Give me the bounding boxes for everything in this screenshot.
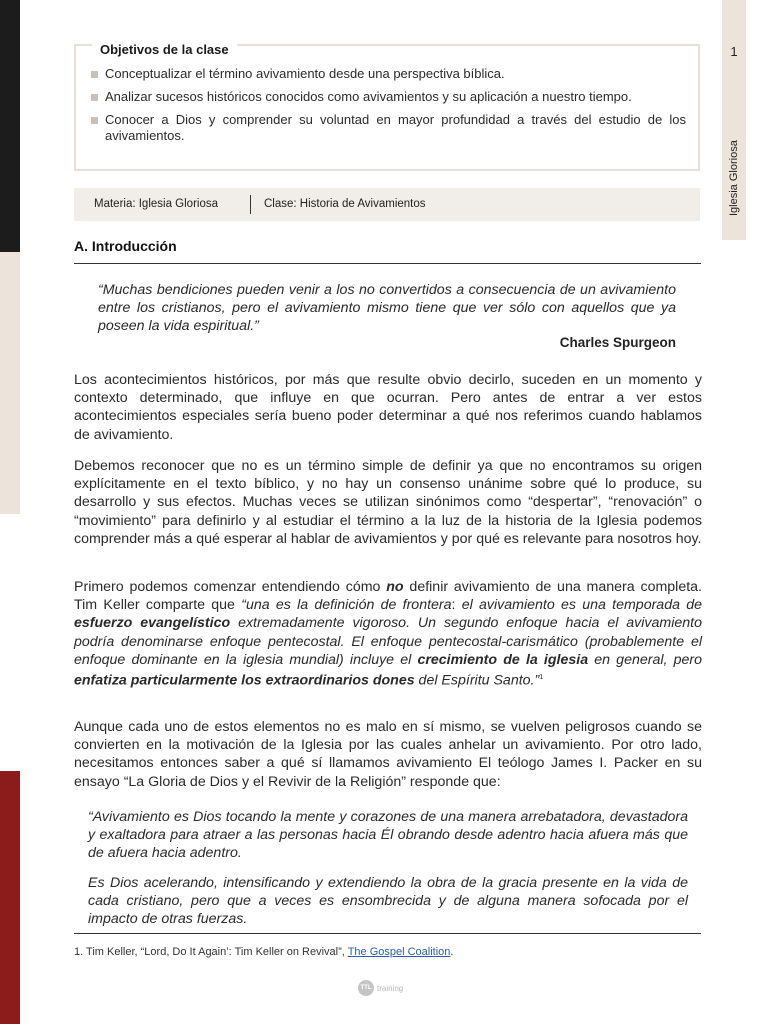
objective-item: Conocer a Dios y comprender su voluntad en mayor profundidad a través del estudio de los avivamientos. bbox=[90, 112, 686, 144]
footnote-ref: 1 bbox=[539, 674, 544, 682]
page-number: 1 bbox=[730, 44, 738, 59]
square-bullet-icon bbox=[91, 117, 98, 124]
paragraph-2: Debemos reconocer que no es un término simple de definir ya que no encontramos su origen explícitamente en el texto bíblico, y no hay un consenso unánime sobre qué lo produce, su desarrollo y sus efectos. Muchas veces se utilizan sinónimos como “despertar”, “renovación” o “movimiento” para definirlo y al estudiar el término a la luz de la historia de la Iglesia podemos comprender más a qué esperar al hablar de avivamientos y por qué es relevante para nosotros hoy. bbox=[74, 458, 702, 547]
paragraph-3: Primero podemos comenzar entendiendo cómo no definir avivamiento de una manera completa. Tim Keller comparte que “una es la definición de frontera: el avivamiento es una temporada de esfuerzo evangelístico extremadamente vigoroso. Un segundo enfoque hacia el avivamiento podría denominarse enfoque pentecostal. El enfoque pentecostal-carismático (probablemente el enfoque dominante en la iglesia mundial) incluye el crecimiento de la iglesia en general, pero enfatiza particularmente los extraordinarios dones del Espíritu Santo.”$^1$ bbox=[74, 579, 703, 689]
side-tab bbox=[722, 0, 746, 240]
class-meta-bar bbox=[74, 188, 700, 221]
objective-item: Analizar sucesos históricos conocidos como avivamientos y su aplicación a nuestro tiempo. bbox=[90, 89, 686, 105]
side-tab-title: Iglesia Gloriosa bbox=[728, 140, 740, 216]
ttl-logo-icon: TTL bbox=[358, 980, 374, 996]
objectives-list bbox=[90, 66, 686, 151]
footnote-divider bbox=[74, 933, 701, 934]
subject-label: Materia: Iglesia Gloriosa bbox=[94, 198, 218, 210]
left-strip-dark bbox=[0, 0, 20, 252]
quote-author: Charles Spurgeon bbox=[559, 335, 676, 350]
packer-quote-2: Es Dios acelerando, intensificando y extendiendo la obra de la gracia presente en la vida de cada cristiano, pero que a veces es ensombrecida y de alguna manera sofocada por el impacto de otras fuerzas. bbox=[88, 875, 688, 928]
square-bullet-icon bbox=[91, 94, 98, 101]
packer-quote-1: “Avivamiento es Dios tocando la mente y corazones de una manera arrebatadora, devastadora y exaltadora para atraer a las personas hacia Él obrando desde adentro hacia afuera más que de afuera hacia adentro. bbox=[88, 809, 688, 862]
objective-item: Conceptualizar el término avivamiento desde una perspectiva bíblica. bbox=[90, 66, 686, 82]
paragraph-1: Los acontecimientos históricos, por más que resulte obvio decirlo, suceden en un momento y contexto determinado, que influye en que ocurran. Pero antes de entrar a ver estos acontecimientos especiales sería bueno poder determinar a qué nos referimos cuando hablamos de avivamiento. bbox=[74, 372, 702, 443]
section-title: A. Introducción bbox=[74, 238, 177, 254]
square-bullet-icon bbox=[91, 71, 98, 78]
spurgeon-quote: “Muchas bendiciones pueden venir a los no convertidos a consecuencia de un avivamiento entre los cristianos, pero el avivamiento mismo tiene que ver sólo con aquellos que ya poseen la vida espiritual.” bbox=[98, 282, 676, 335]
left-strip-red bbox=[0, 771, 20, 1024]
logo-text: training bbox=[377, 983, 404, 993]
left-strip-beige bbox=[0, 252, 20, 514]
objectives-title: Objetivos de la clase bbox=[92, 42, 237, 57]
ttl-training-logo bbox=[358, 980, 403, 996]
gospel-coalition-link[interactable]: The Gospel Coalition bbox=[347, 946, 451, 958]
meta-divider bbox=[250, 195, 251, 214]
footnote: 1. Tim Keller, “Lord, Do It Again’: Tim Keller on Revival”, The Gospel Coalition. bbox=[74, 946, 454, 958]
paragraph-4: Aunque cada uno de estos elementos no es malo en sí mismo, se vuelven peligrosos cuando se convierten en la motivación de la Iglesia por las cuales anhelar un avivamiento. Por otro lado, necesitamos entonces saber a qué sí llamamos avivamiento El teólogo James I. Packer en su ensayo “La Gloria de Dios y el Revivir de la Religión” responde que: bbox=[74, 719, 702, 790]
section-divider bbox=[74, 263, 701, 264]
class-label: Clase: Historia de Avivamientos bbox=[264, 198, 426, 210]
